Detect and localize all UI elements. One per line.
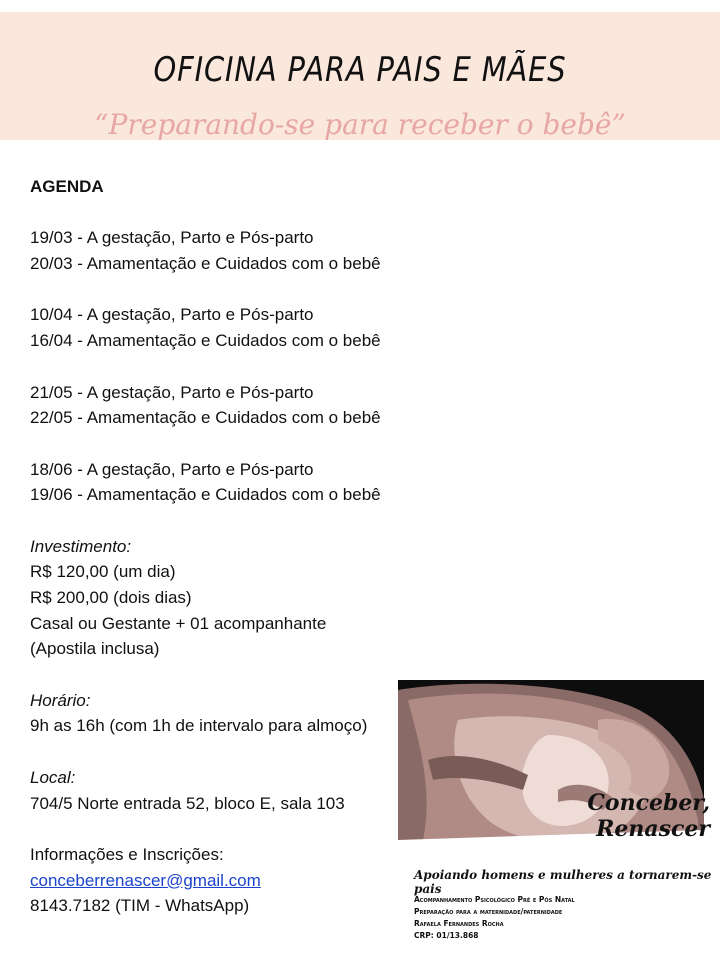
spacer — [30, 508, 410, 534]
session-item: 19/03 - A gestação, Parto e Pós-parto — [30, 228, 314, 248]
phone-number: 8143.7182 (TIM - WhatsApp) — [30, 896, 250, 916]
investment-heading: Investimento: — [30, 536, 132, 556]
spacer — [30, 200, 410, 226]
session-item: 22/05 - Amamentação e Cuidados com o bebê — [30, 408, 381, 428]
spacer — [30, 277, 410, 303]
session-item: 18/06 - A gestação, Parto e Pós-parto — [30, 459, 314, 479]
investment-line: Casal ou Gestante + 01 acompanhante — [30, 613, 327, 633]
agenda-heading: AGENDA — [30, 177, 104, 196]
investment-line: R$ 200,00 (dois dias) — [30, 588, 192, 607]
event-details — [30, 174, 410, 919]
credit-line: Rafaela Fernandes Rocha — [414, 919, 504, 928]
contact-heading: Informações e Inscrições: — [30, 844, 224, 864]
session-item: 16/04 - Amamentação e Cuidados com o bebê — [30, 331, 381, 351]
page-title: OFICINA PARA PAIS E MÃES — [153, 50, 567, 90]
session-item: 21/05 - A gestação, Parto e Pós-parto — [30, 382, 314, 402]
investment-line: (Apostila inclusa) — [30, 639, 160, 659]
credit-line: CRP: 01/13.868 — [414, 931, 479, 940]
promo-credits — [414, 894, 714, 942]
spacer — [30, 662, 410, 688]
location-heading: Local: — [30, 767, 76, 787]
credit-line: Acompanhamento Psicológico Pré e Pós Natal — [414, 895, 575, 904]
promo-tagline: Apoiando homens e mulheres a tornarem-se pais — [414, 868, 712, 896]
brand-line: Conceber, — [587, 790, 710, 816]
spacer — [30, 431, 410, 457]
location-value: 704/5 Norte entrada 52, bloco E, sala 103 — [30, 793, 345, 813]
email-link[interactable]: conceberrenascer@gmail.com — [30, 870, 261, 890]
spacer — [30, 816, 410, 842]
session-item: 19/06 - Amamentação e Cuidados com o bebê — [30, 485, 381, 505]
schedule-value: 9h as 16h (com 1h de intervalo para almoço) — [30, 716, 368, 736]
brand-logo — [560, 790, 710, 842]
page-subtitle: “Preparando-se para receber o bebê” — [94, 108, 626, 141]
spacer — [30, 354, 410, 380]
credit-line: Preparação para a maternidade/paternidade — [414, 907, 563, 916]
spacer — [30, 739, 410, 765]
schedule-heading: Horário: — [30, 690, 91, 710]
session-item: 20/03 - Amamentação e Cuidados com o bebê — [30, 254, 381, 274]
brand-line: Renascer — [596, 816, 710, 842]
investment-line: R$ 120,00 (um dia) — [30, 562, 176, 582]
session-item: 10/04 - A gestação, Parto e Pós-parto — [30, 305, 314, 325]
